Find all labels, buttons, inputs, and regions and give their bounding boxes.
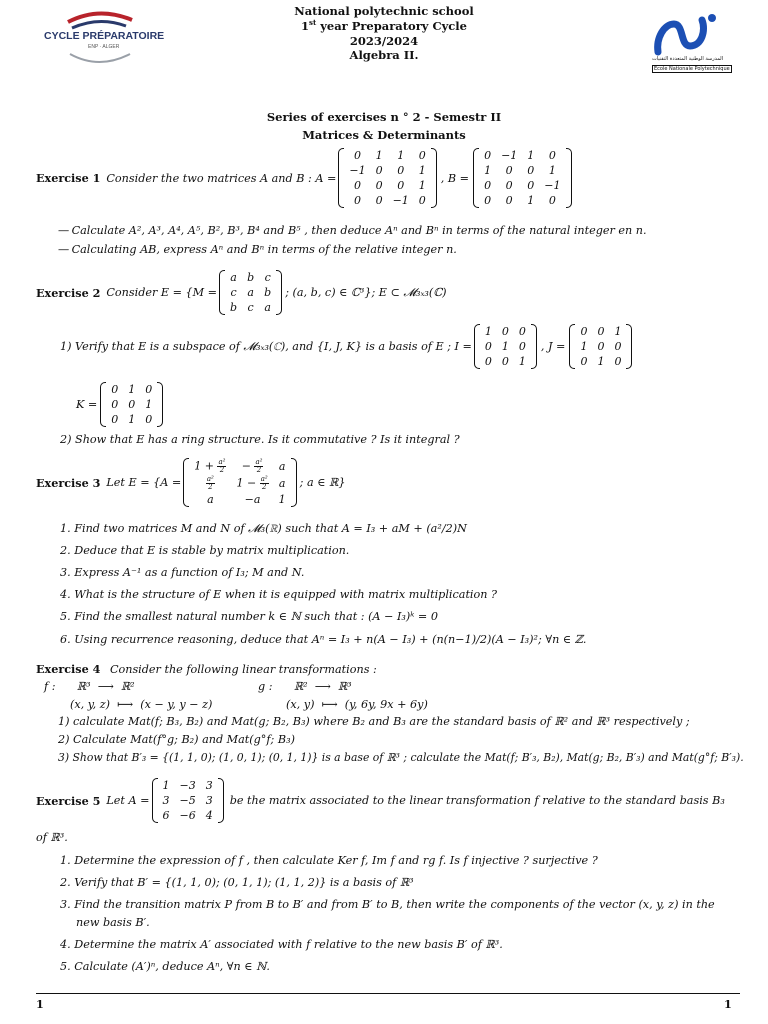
matrix-row: [344, 178, 430, 193]
header-cycle: [234, 19, 534, 33]
matrix-M: [219, 270, 282, 315]
matrix-K: [100, 382, 163, 427]
matrix-cell: 1: [597, 355, 605, 368]
logo-right-arabic: المدرسة الوطنية المتعددة التقنيات: [652, 56, 724, 62]
exercise-3-tail: ; a ∈ ℝ}: [299, 476, 346, 489]
matrix-cell: −1: [544, 179, 561, 192]
matrix-cell: 0: [484, 194, 492, 207]
matrix-cell: 1: [375, 149, 383, 162]
matrix-row: [106, 382, 157, 397]
exercise-1: [36, 148, 572, 208]
matrix-cell: a: [230, 271, 237, 284]
matrix-row: [158, 808, 218, 823]
matrix-A-ex5: [152, 778, 224, 823]
matrix-row: [479, 193, 565, 208]
header-cycle-sup: st: [309, 18, 317, 28]
header-course: Algebra II.: [349, 48, 419, 62]
logo-right-text: École Nationale Polytechnique: [654, 66, 730, 72]
matrix-cell: 0: [484, 340, 492, 353]
logo-enp: [650, 10, 730, 76]
matrix-cell: 0: [597, 325, 605, 338]
matrix-cell: 0: [505, 194, 513, 207]
matrix-cell: 0: [397, 164, 405, 177]
matrix-cell: 0: [614, 355, 622, 368]
matrix-row: [344, 148, 430, 163]
matrix-cell: 1: [614, 325, 622, 338]
matrix-cell: b: [247, 271, 255, 284]
matrix-cell: 0: [353, 194, 361, 207]
map-g-signature: g : ℝ² ⟶ ℝ³: [258, 680, 352, 693]
matrix-cell: 4: [205, 809, 213, 822]
exercise-3-item-5: 5. Find the smallest natural number k ∈ ℕ such that : (A − I₃)ᵏ = 0: [60, 610, 438, 623]
matrix-cell: 0: [527, 179, 535, 192]
matrix-B: [473, 148, 571, 208]
matrix-cell: 1: [527, 149, 535, 162]
matrix-cell: 1: [128, 413, 136, 426]
series-title: Series of exercises n ° 2 - Semestr II: [266, 110, 502, 124]
matrix-row: [479, 163, 565, 178]
exercise-4-label: Exercise 4: [36, 662, 101, 676]
matrix-cell: 0: [518, 325, 526, 338]
series-subtitle: Matrices & Determinants: [302, 128, 466, 142]
matrix-row: [158, 778, 218, 793]
matrix-cell: −1: [501, 149, 518, 162]
exercise-5-item-5: 5. Calculate (A′)ⁿ, deduce Aⁿ, ∀n ∈ ℕ.: [60, 960, 270, 973]
matrix-cell: −1: [392, 194, 409, 207]
matrix-cell: 0: [353, 179, 361, 192]
matrix-row: [106, 397, 157, 412]
header-cycle-post: year Preparatory Cycle: [316, 19, 467, 33]
matrix-cell: 1: [484, 164, 492, 177]
map-f-rule: (x, y, z) ⟼ (x − y, y − z): [70, 698, 213, 711]
exercise-3-label: Exercise 3: [36, 475, 101, 490]
matrix-row: [479, 178, 565, 193]
matrix-cell: 0: [501, 325, 509, 338]
page-number-right: 1: [724, 997, 732, 1011]
matrix-cell: c: [230, 286, 237, 299]
exercise-1-item-1: — Calculate A², A³, A⁴, A⁵, B², B³, B⁴ and B⁵ , then deduce Aⁿ and Bⁿ in terms of the natural integer en n.: [58, 224, 647, 237]
matrix-cell: −3: [179, 779, 196, 792]
matrix-cell: 0: [111, 413, 119, 426]
matrix-cell: 0: [614, 340, 622, 353]
matrix-A-table: [344, 148, 430, 208]
comma-B: , B =: [440, 171, 470, 185]
matrix-cell: 1: [527, 194, 535, 207]
matrix-row: [225, 285, 276, 300]
exercise-4: [36, 662, 377, 676]
matrix-cell: 1: [145, 398, 153, 411]
exercise-5-item-1: 1. Determine the expression of f , then calculate Ker f, Im f and rg f. Is f injective ? surjective ?: [60, 854, 598, 867]
exercise-1-label: Exercise 1: [36, 171, 101, 185]
exercise-3-item-2: 2. Deduce that E is stable by matrix multiplication.: [60, 544, 350, 557]
matrix-row: [575, 324, 626, 339]
matrix-cell: c: [247, 301, 254, 314]
matrix-cell: 0: [111, 383, 119, 396]
matrix-cell: 0: [418, 194, 426, 207]
exercise-1-item-2: — Calculating AB, express Aⁿ and Bⁿ in terms of the relative integer n.: [58, 243, 457, 256]
matrix-cell: 1: [580, 340, 588, 353]
matrix-cell: b: [230, 301, 238, 314]
matrix-row: [480, 324, 531, 339]
logo-cycle-preparatoire: [40, 8, 165, 68]
header-year: 2023/2024: [349, 34, 419, 48]
exercise-1-intro: Consider the two matrices A and B : A =: [106, 171, 337, 185]
matrix-cell: 1: [501, 340, 509, 353]
matrix-cell: a: [247, 286, 254, 299]
matrix-cell: 0: [375, 164, 383, 177]
matrix-A-ex3: [183, 458, 296, 507]
matrix-cell: 0: [484, 149, 492, 162]
matrix-cell: 0: [580, 325, 588, 338]
enp-logo-icon: [650, 10, 725, 58]
matrix-A: [338, 148, 436, 208]
matrix-cell: b: [264, 286, 272, 299]
matrix-cell: 0: [375, 194, 383, 207]
exercise-5: [36, 778, 725, 823]
matrix-cell: 0: [580, 355, 588, 368]
matrix-B-table: [479, 148, 565, 208]
matrix-cell: 0: [548, 149, 556, 162]
exercise-3-item-6: 6. Using recurrence reasoning, deduce that Aⁿ = I₃ + n(A − I₃) + (n(n−1)/2)(A − I₃)²; ∀n ∈ ℤ.: [60, 633, 587, 646]
matrix-cell: 1: [518, 355, 526, 368]
logo-left-text: CYCLE PRÉPARATOIRE: [44, 30, 165, 42]
exercise-1-item-1-text: Calculate A², A³, A⁴, A⁵, B², B³, B⁴ and B⁵ , then deduce Aⁿ and Bⁿ in terms of the natural integer en n.: [71, 224, 647, 237]
matrix-cell: 0: [353, 149, 361, 162]
exercise-5-tail2: of ℝ³.: [36, 831, 68, 844]
matrix-cell: 1: [162, 779, 170, 792]
matrix-cell: 0: [527, 164, 535, 177]
page-number-left: 1: [36, 997, 44, 1011]
footer-rule: [36, 993, 740, 994]
matrix-cell: 1: [418, 164, 426, 177]
matrix-row: [344, 163, 430, 178]
exercise-2-q2: 2) Show that E has a ring structure. Is it commutative ? Is it integral ?: [60, 433, 460, 446]
exercise-5-item-3: 3. Find the transition matrix P from B to B′ and from B′ to B, then write the components of the vector (x, y, z) in the: [60, 898, 715, 911]
exercise-2-q1-text: 1) Verify that E is a subspace of 𝓜₃ₓ₃(ℂ), and {I, J, K} is a basis of E ; I =: [60, 339, 472, 353]
matrix-row: [480, 354, 531, 369]
exercise-3-item-4: 4. What is the structure of E when it is equipped with matrix multiplication ?: [60, 588, 498, 601]
exercise-3: [36, 458, 345, 507]
matrix-cell: 0: [484, 355, 492, 368]
matrix-row: [225, 270, 276, 285]
K-label: K =: [76, 398, 98, 411]
matrix-row: [344, 193, 430, 208]
exercise-2-label: Exercise 2: [36, 285, 101, 300]
matrix-J: [569, 324, 632, 369]
matrix-row: [106, 412, 157, 427]
matrix-I-table: [480, 324, 531, 369]
matrix-K-table: [106, 382, 157, 427]
exercise-4-item-3: 3) Show that B′₃ = {(1, 1, 0); (1, 0, 1); (0, 1, 1)} is a base of ℝ³ ; calculate the Mat(f; B′₃, B₂), Mat(g; B₂, B′₃) and Mat(g°f; B′₃).: [58, 751, 744, 764]
exercise-2-intro: Consider E = {M =: [106, 286, 218, 299]
exercise-5-item-4: 4. Determine the matrix A′ associated with f relative to the new basis B′ of ℝ³.: [60, 938, 503, 951]
logo-left-sub: ENP · ALGER: [88, 44, 120, 50]
matrix-J-table: [575, 324, 626, 369]
matrix-cell: 0: [375, 179, 383, 192]
matrix-cell: 0: [418, 149, 426, 162]
matrix-cell: 0: [145, 383, 153, 396]
exercise-3-item-1: 1. Find two matrices M and N of 𝓜₃(ℝ) such that A = I₃ + aM + (a²/2)N: [60, 522, 467, 535]
matrix-cell: 0: [128, 398, 136, 411]
matrix-cell: 0: [548, 194, 556, 207]
matrix-cell: c: [264, 271, 271, 284]
exercise-5-label: Exercise 5: [36, 793, 101, 808]
exercise-2: [36, 270, 447, 315]
exercise-5-intro: Let A =: [106, 794, 150, 807]
matrix-cell: 1: [484, 325, 492, 338]
matrix-cell: 0: [505, 179, 513, 192]
matrix-cell: 0: [501, 355, 509, 368]
matrix-row: [575, 339, 626, 354]
matrix-row: [479, 148, 565, 163]
matrix-cell: 6: [162, 809, 170, 822]
matrix-cell: 1: [548, 164, 556, 177]
matrix-M-table: [225, 270, 276, 315]
matrix-row: [158, 793, 218, 808]
exercise-2-K: [76, 382, 163, 427]
exercise-5-item-3b: new basis B′.: [76, 916, 150, 929]
matrix-cell: 0: [484, 179, 492, 192]
exercise-2-q1: [60, 324, 632, 369]
matrix-A-ex5-table: [158, 778, 218, 823]
matrix-cell: 0: [397, 179, 405, 192]
matrix-cell: −1: [349, 164, 366, 177]
map-f-signature: f : ℝ³ ⟶ ℝ²: [44, 680, 135, 693]
matrix-row: [575, 354, 626, 369]
matrix-cell: 0: [505, 164, 513, 177]
matrix-cell: 1: [128, 383, 136, 396]
header-cycle-pre: 1: [301, 19, 310, 33]
exercise-4-item-2: 2) Calculate Mat(f°g; B₂) and Mat(g°f; B₃): [58, 733, 295, 746]
exercise-2-tail: ; (a, b, c) ∈ ℂ³}; E ⊂ 𝓜₃ₓ₃(ℂ): [285, 285, 447, 299]
comma-J: , J =: [540, 340, 566, 353]
exercise-4-intro: Consider the following linear transformations :: [109, 663, 377, 676]
matrix-cell: −5: [179, 794, 196, 807]
matrix-cell: 0: [145, 413, 153, 426]
matrix-cell: 1: [397, 149, 405, 162]
matrix-row: [225, 300, 276, 315]
matrix-cell: 0: [518, 340, 526, 353]
exercise-5-tail: be the matrix associated to the linear transformation f relative to the standard basis B₃: [229, 794, 725, 807]
matrix-cell: 0: [111, 398, 119, 411]
exercise-4-item-1: 1) calculate Mat(f; B₃, B₂) and Mat(g; B₂, B₃) where B₂ and B₃ are the standard basis of ℝ² and ℝ³ respectively ;: [58, 715, 690, 728]
matrix-I: [474, 324, 537, 369]
header-school: National polytechnic school: [294, 4, 474, 18]
exercise-5-item-2: 2. Verify that B′ = {(1, 1, 0); (0, 1, 1); (1, 1, 2)} is a basis of ℝ³: [60, 876, 414, 889]
matrix-cell: −6: [179, 809, 196, 822]
matrix-A-ex3-table: 1 + $\frac{\text{a²}}{2}$ − $\frac{\text{a²}}{2}$ a $\frac{\text{a²}}{2}$ 1 − $\frac{\text{a²}}{2}$ a a −a 1: [194, 458, 286, 506]
map-g-rule: (x, y) ⟼ (y, 6y, 9x + 6y): [286, 698, 428, 711]
matrix-cell: a: [264, 301, 271, 314]
matrix-cell: 3: [162, 794, 170, 807]
matrix-cell: 0: [597, 340, 605, 353]
matrix-cell: 3: [205, 794, 213, 807]
matrix-cell: 3: [205, 779, 213, 792]
matrix-row: [480, 339, 531, 354]
exercise-3-item-3: 3. Express A⁻¹ as a function of I₃; M and N.: [60, 566, 305, 579]
exercise-3-intro: Let E = {A =: [106, 476, 182, 489]
exercise-1-item-2-text: Calculating AB, express Aⁿ and Bⁿ in terms of the relative integer n.: [71, 243, 457, 256]
matrix-cell: 1: [418, 179, 426, 192]
